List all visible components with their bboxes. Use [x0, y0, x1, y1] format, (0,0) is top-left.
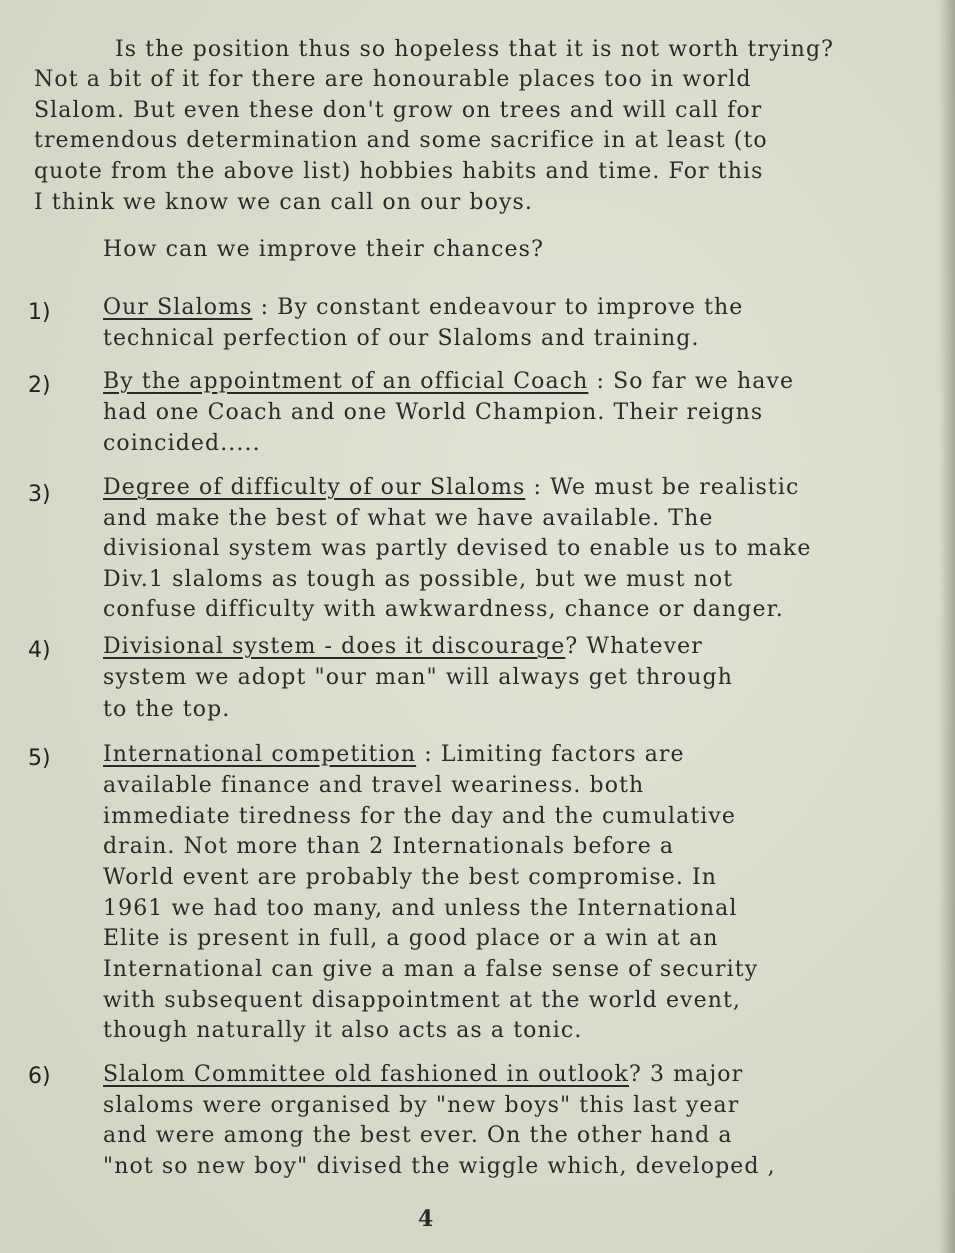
item-line: with subsequent disappointment at the world event, — [103, 988, 742, 1013]
item-line: World event are probably the best compromise. In — [103, 865, 718, 890]
intro-line: Is the position thus so hopeless that it is not worth trying? — [115, 37, 835, 62]
intro-line: quote from the above list) hobbies habits and time. For this — [34, 159, 764, 184]
item-heading: International competition — [103, 742, 417, 767]
intro-line: I think we know we can call on our boys. — [34, 190, 533, 215]
item-line: confuse difficulty with awkwardness, chance or danger. — [103, 597, 784, 622]
item-number: 3) — [28, 482, 51, 507]
item-separator: : — [525, 475, 551, 500]
item-heading: By the appointment of an official Coach — [103, 369, 589, 394]
item-first-text: We must be realistic — [550, 475, 800, 500]
page-edge-shadow — [939, 0, 955, 1253]
item-line: though naturally it also acts as a tonic. — [103, 1018, 583, 1043]
item-first-line — [103, 633, 703, 661]
item-first-line — [103, 294, 743, 322]
item-number: 2) — [28, 373, 51, 398]
item-line: immediate tiredness for the day and the cumulative — [103, 804, 737, 829]
item-line: system we adopt "our man" will always get through — [103, 665, 734, 690]
page-number: 4 — [418, 1206, 434, 1232]
item-line: 1961 we had too many, and unless the International — [103, 896, 738, 921]
item-line: Div.1 slaloms as tough as possible, but we must not — [103, 567, 734, 592]
item-number: 5) — [28, 746, 51, 771]
intro-line: Slalom. But even these don't grow on trees and will call for — [34, 98, 763, 123]
item-first-text: By constant endeavour to improve the — [277, 295, 744, 320]
item-first-text: So far we have — [613, 369, 795, 394]
item-number: 1) — [28, 300, 51, 325]
item-heading: Divisional system - does it discourage — [103, 634, 566, 659]
item-heading: Slalom Committee old fashioned in outlook — [103, 1062, 629, 1087]
item-first-line — [103, 368, 794, 396]
item-separator: ? — [565, 634, 587, 659]
item-line: slaloms were organised by "new boys" this last year — [103, 1093, 740, 1118]
item-line: Elite is present in full, a good place or a win at an — [103, 926, 719, 951]
intro-line: tremendous determination and some sacrifice in at least (to — [34, 128, 768, 153]
item-separator: : — [252, 295, 278, 320]
item-first-text: Limiting factors are — [440, 742, 685, 767]
item-first-text: 3 major — [649, 1062, 744, 1087]
item-first-line — [103, 741, 685, 769]
item-line: International can give a man a false sense of security — [103, 957, 759, 982]
item-heading: Degree of difficulty of our Slaloms — [103, 475, 526, 500]
item-number: 6) — [28, 1064, 51, 1089]
intro-line: Not a bit of it for there are honourable places too in world — [34, 67, 752, 92]
item-line: available finance and travel weariness. both — [103, 773, 645, 798]
item-line: to the top. — [103, 697, 231, 722]
item-line: technical perfection of our Slaloms and training. — [103, 326, 700, 351]
item-first-line — [103, 474, 799, 502]
item-line: and make the best of what we have available. The — [103, 506, 714, 531]
question-line: How can we improve their chances? — [103, 237, 544, 262]
item-line: divisional system was partly devised to enable us to make — [103, 536, 812, 561]
item-line: drain. Not more than 2 Internationals before a — [103, 834, 675, 859]
item-heading: Our Slaloms — [103, 295, 253, 320]
item-line: had one Coach and one World Champion. Their reigns — [103, 400, 764, 425]
item-number: 4) — [28, 638, 51, 663]
item-line: "not so new boy" divised the wiggle which, developed , — [103, 1154, 776, 1179]
item-separator: : — [588, 369, 614, 394]
item-first-text: Whatever — [586, 634, 703, 659]
item-first-line — [103, 1061, 743, 1089]
item-line: coincided..... — [103, 431, 261, 456]
item-separator: : — [416, 742, 441, 767]
item-separator: ? — [628, 1062, 650, 1087]
item-line: and were among the best ever. On the other hand a — [103, 1123, 733, 1148]
